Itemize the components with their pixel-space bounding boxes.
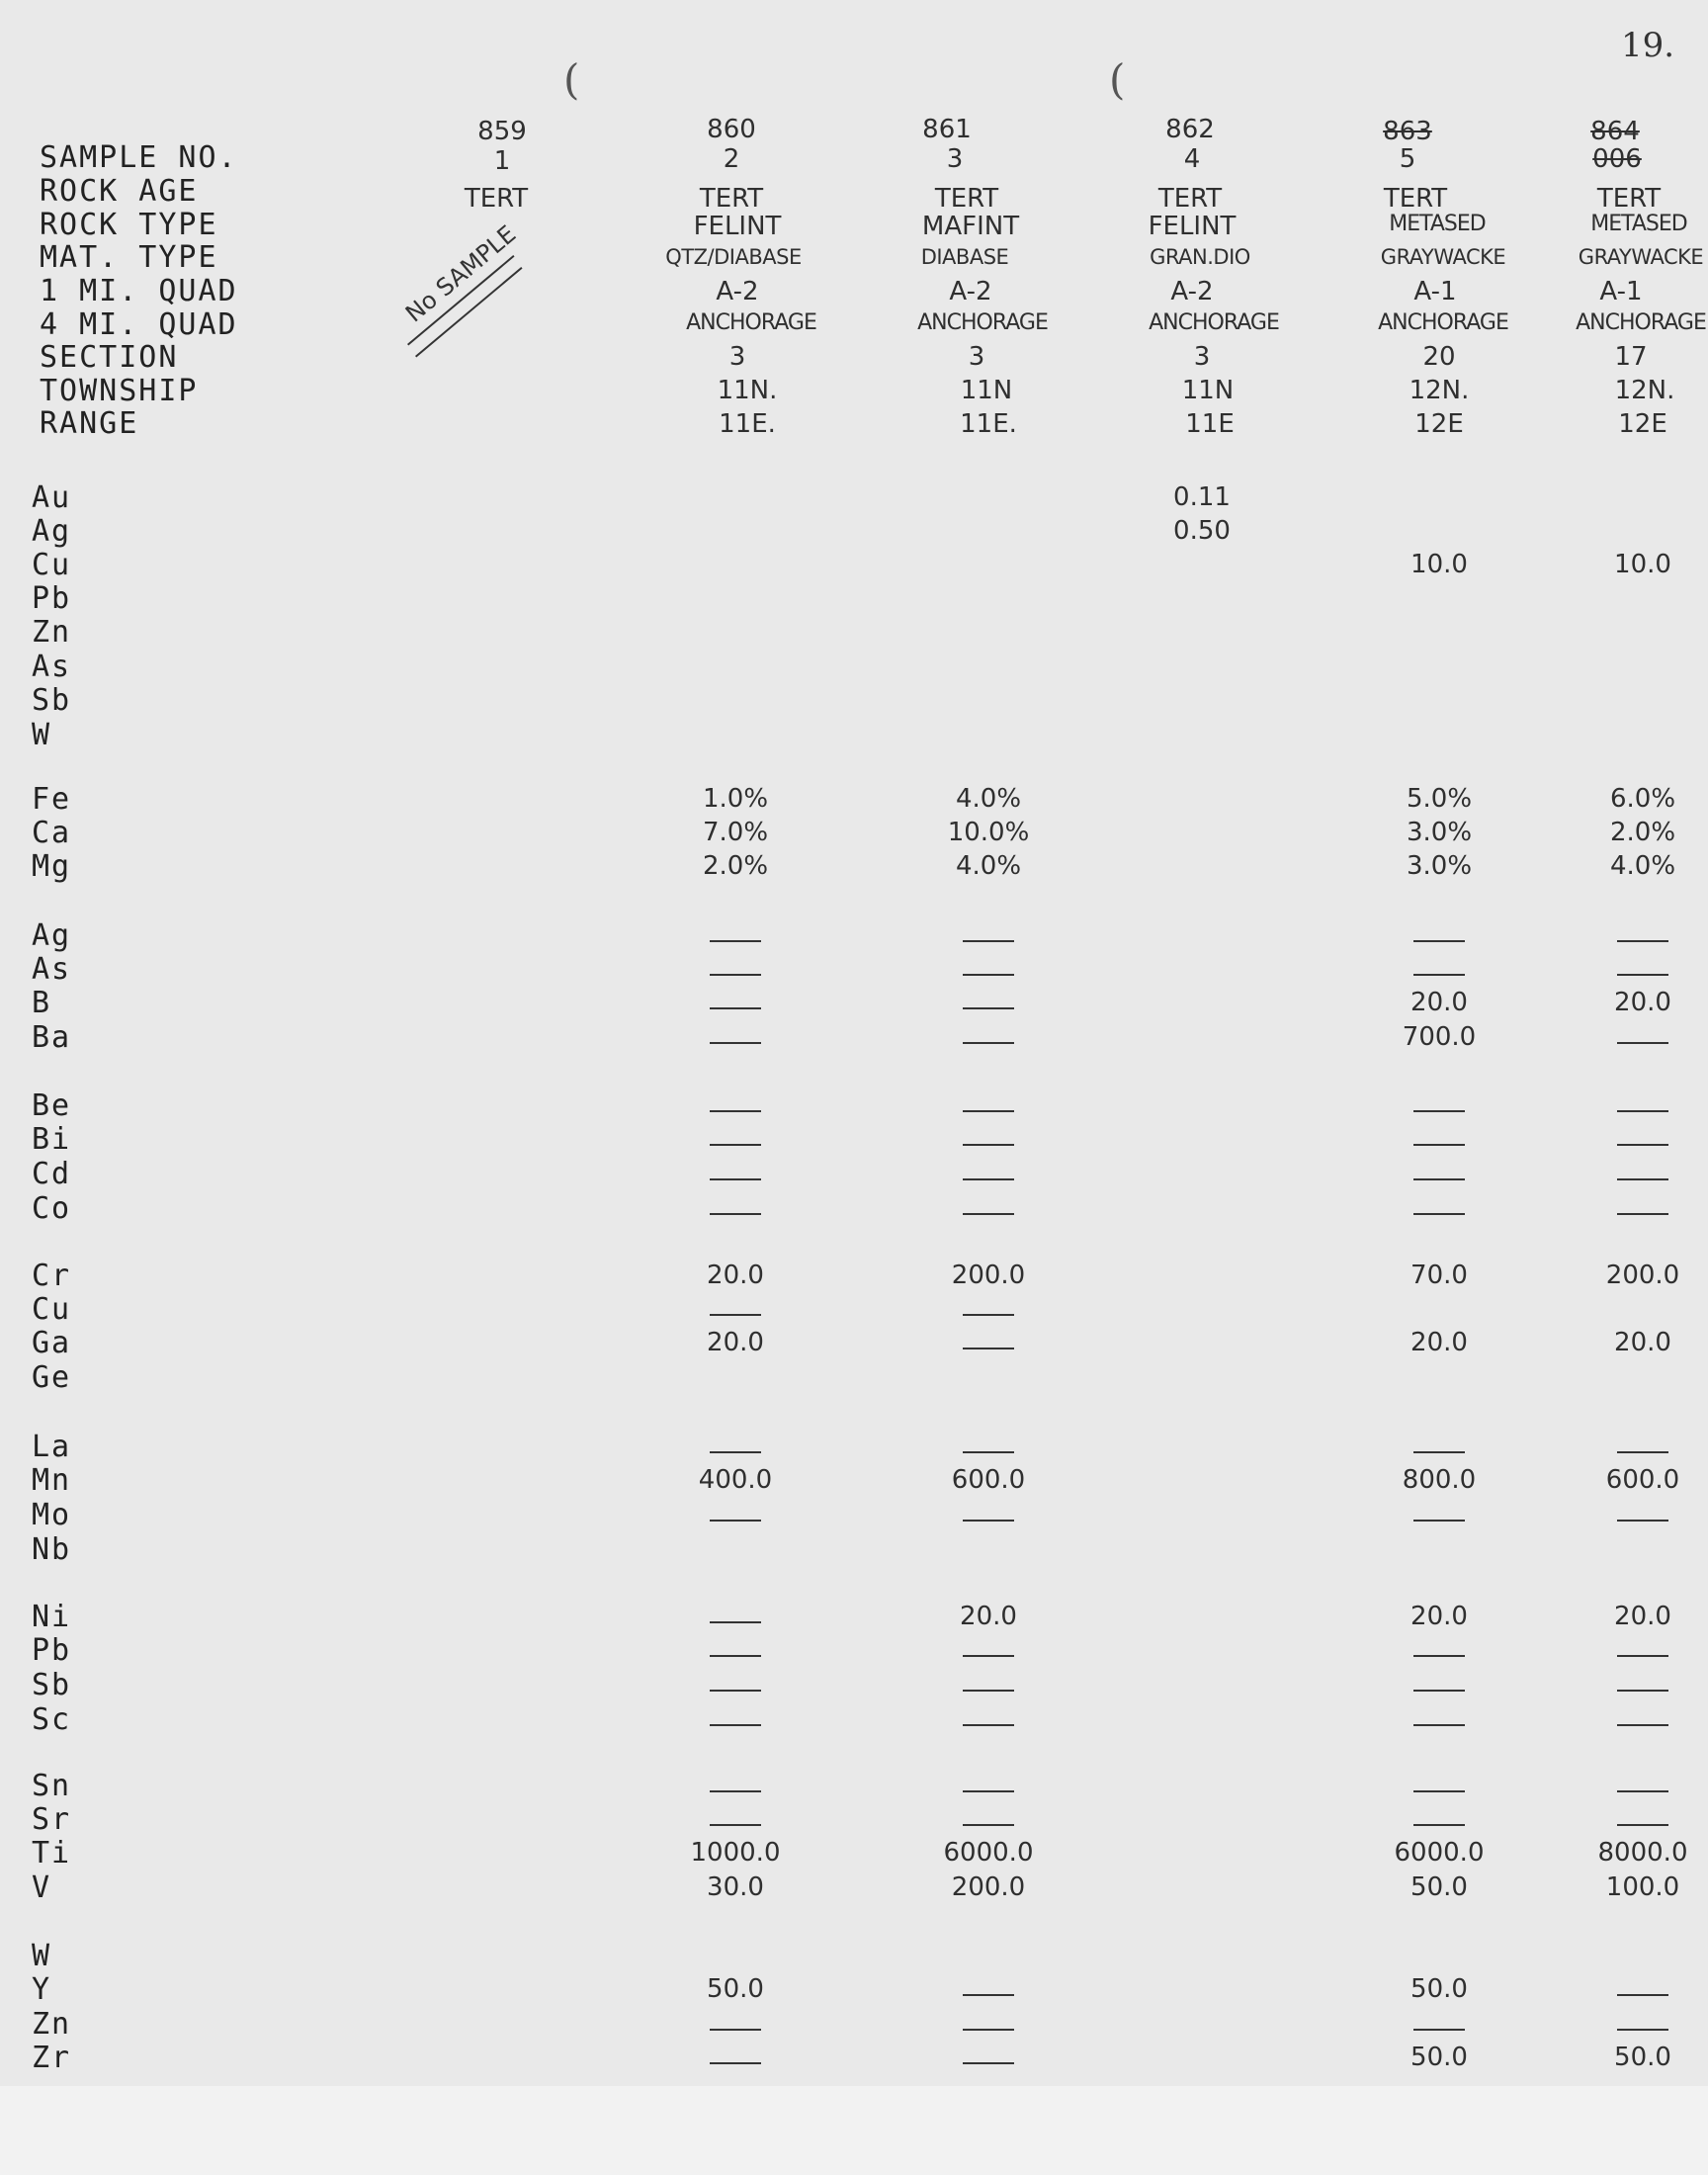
value-ag: 0.50 (1173, 516, 1231, 546)
element-label-be: Be (32, 1088, 72, 1123)
value-v: 30.0 (707, 1872, 764, 1902)
blank-dash (710, 1314, 761, 1316)
blank-dash (1617, 1144, 1668, 1146)
blank-dash (963, 1042, 1014, 1044)
blank-dash (1413, 1690, 1465, 1692)
value-ca: 7.0% (702, 818, 769, 847)
element-label-pb: Pb (32, 581, 72, 616)
element-label-ni: Ni (32, 1600, 72, 1634)
blank-dash (1617, 1655, 1668, 1657)
blank-dash (710, 1110, 761, 1112)
value-zr: 50.0 (1410, 2043, 1468, 2072)
element-label-cu: Cu (32, 1292, 72, 1327)
rock-type: MAFINT (921, 212, 1020, 241)
blank-dash (1617, 1042, 1668, 1044)
value-mg: 3.0% (1406, 851, 1473, 881)
label-mat-type: MAT. TYPE (40, 240, 218, 275)
label-township: TOWNSHIP (40, 374, 199, 408)
mat-type: GRAYWACKE (1578, 245, 1704, 269)
blank-dash (1413, 1451, 1465, 1453)
value-ti: 6000.0 (1394, 1838, 1485, 1868)
quad-4mi: ANCHORAGE (1378, 310, 1508, 335)
blank-dash (963, 1144, 1014, 1146)
blank-dash (1413, 1824, 1465, 1826)
element-label-sb: Sb (32, 683, 72, 718)
value-ti: 6000.0 (943, 1838, 1034, 1868)
rock-type: FELINT (693, 212, 782, 241)
blank-dash (710, 1144, 761, 1146)
value-ga: 20.0 (707, 1328, 764, 1357)
blank-dash (963, 1655, 1014, 1657)
blank-dash (1617, 1824, 1668, 1826)
blank-dash (710, 1520, 761, 1522)
blank-dash (1413, 2029, 1465, 2031)
quad-1mi: A-2 (716, 277, 759, 306)
blank-dash (1413, 1213, 1465, 1215)
sample-no: 863 (1383, 117, 1432, 146)
element-label-ga: Ga (32, 1326, 72, 1360)
rock-age: TERT (464, 184, 529, 214)
label-rock-age: ROCK AGE (40, 174, 199, 209)
rock-age: TERT (1596, 184, 1662, 214)
element-label-sn: Sn (32, 1769, 72, 1803)
quad-4mi: ANCHORAGE (686, 310, 816, 335)
quad-4mi: ANCHORAGE (1149, 310, 1279, 335)
blank-dash (963, 940, 1014, 942)
element-label-mg: Mg (32, 849, 72, 884)
element-label-as: As (32, 650, 72, 684)
blank-dash (963, 1007, 1014, 1009)
quad-1mi: A-2 (1170, 277, 1214, 306)
value-y: 50.0 (707, 1974, 764, 2004)
township-value: 11N (1181, 376, 1235, 405)
element-label-pb: Pb (32, 1633, 72, 1668)
label-sample-no: SAMPLE NO. (40, 140, 238, 175)
value-v: 200.0 (951, 1872, 1026, 1902)
element-label-au: Au (32, 480, 72, 515)
element-label-sc: Sc (32, 1702, 72, 1737)
section-value: 17 (1614, 342, 1648, 372)
range-value: 11E. (719, 409, 776, 439)
township-value: 12N. (1409, 376, 1470, 405)
range-value: 11E. (960, 409, 1017, 439)
element-label-co: Co (32, 1191, 72, 1226)
blank-dash (1617, 940, 1668, 942)
element-label-mo: Mo (32, 1498, 72, 1532)
sample-no: 864 (1590, 117, 1640, 146)
label-4mi-quad: 4 MI. QUAD (40, 307, 238, 342)
blank-dash (963, 1213, 1014, 1215)
blank-dash (710, 1178, 761, 1180)
value-ba: 700.0 (1402, 1022, 1477, 1052)
blank-dash (963, 974, 1014, 976)
sample-no: 862 (1165, 115, 1215, 144)
value-ni: 20.0 (960, 1602, 1017, 1631)
element-label-ba: Ba (32, 1020, 72, 1055)
value-mn: 600.0 (1605, 1465, 1680, 1495)
blank-dash (710, 1655, 761, 1657)
blank-dash (710, 1213, 761, 1215)
value-mn: 400.0 (698, 1465, 773, 1495)
sample-seq: 2 (723, 144, 740, 174)
no-sample-note: No SAMPLE (400, 219, 522, 328)
sample-no: 859 (477, 117, 527, 146)
label-rock-type: ROCK TYPE (40, 208, 218, 242)
section-value: 20 (1422, 342, 1456, 372)
value-ca: 3.0% (1406, 818, 1473, 847)
value-b: 20.0 (1410, 988, 1468, 1017)
value-mn: 600.0 (951, 1465, 1026, 1495)
element-label-ge: Ge (32, 1360, 72, 1395)
value-ni: 20.0 (1410, 1602, 1468, 1631)
element-label-ca: Ca (32, 816, 72, 850)
value-ca: 10.0% (947, 818, 1030, 847)
element-label-sr: Sr (32, 1802, 72, 1837)
value-cu: 10.0 (1614, 550, 1671, 579)
blank-dash (710, 1690, 761, 1692)
blank-dash (963, 1724, 1014, 1726)
blank-dash (963, 2029, 1014, 2031)
element-label-w: W (32, 1939, 52, 1973)
value-cr: 200.0 (951, 1261, 1026, 1290)
blank-dash (1617, 1994, 1668, 1996)
blank-dash (710, 1042, 761, 1044)
blank-dash (1413, 1178, 1465, 1180)
blank-dash (1617, 2029, 1668, 2031)
sample-seq: 006 (1592, 144, 1642, 174)
quad-4mi: ANCHORAGE (917, 310, 1048, 335)
value-mn: 800.0 (1402, 1465, 1477, 1495)
element-label-sb: Sb (32, 1668, 72, 1702)
blank-dash (1617, 1790, 1668, 1792)
value-ti: 1000.0 (690, 1838, 781, 1868)
rock-age: TERT (934, 184, 999, 214)
mat-type: QTZ/DIABASE (665, 245, 802, 269)
sample-no: 861 (922, 115, 972, 144)
value-cr: 20.0 (707, 1261, 764, 1290)
blank-dash (963, 1520, 1014, 1522)
blank-dash (710, 2029, 761, 2031)
blank-dash (963, 1790, 1014, 1792)
value-mg: 4.0% (955, 851, 1022, 881)
rock-age: TERT (1157, 184, 1223, 214)
value-fe: 6.0% (1609, 784, 1676, 814)
blank-dash (1617, 1213, 1668, 1215)
blank-dash (710, 1724, 761, 1726)
quad-4mi: ANCHORAGE (1576, 310, 1706, 335)
page-number: 19. (1621, 26, 1675, 65)
section-value: 3 (1193, 342, 1211, 372)
value-ca: 2.0% (1609, 818, 1676, 847)
element-label-la: La (32, 1430, 72, 1464)
value-v: 100.0 (1605, 1872, 1680, 1902)
quad-1mi: A-1 (1413, 277, 1457, 306)
value-mg: 2.0% (702, 851, 769, 881)
value-b: 20.0 (1614, 988, 1671, 1017)
township-value: 11N. (717, 376, 778, 405)
element-label-cu: Cu (32, 548, 72, 582)
rock-age: TERT (1383, 184, 1448, 214)
blank-dash (1617, 974, 1668, 976)
blank-dash (710, 974, 761, 976)
element-label-bi: Bi (32, 1122, 72, 1157)
township-value: 12N. (1614, 376, 1675, 405)
rock-age: TERT (699, 184, 764, 214)
blank-dash (963, 1314, 1014, 1316)
element-label-cd: Cd (32, 1157, 72, 1191)
element-label-zn: Zn (32, 2007, 72, 2042)
scan-bottom-edge (0, 2086, 1708, 2175)
value-cr: 70.0 (1410, 1261, 1468, 1290)
element-label-nb: Nb (32, 1532, 72, 1567)
blank-dash (1413, 1655, 1465, 1657)
blank-dash (1413, 1110, 1465, 1112)
hole-punch-mark: ( (1109, 55, 1126, 104)
blank-dash (710, 1621, 761, 1623)
blank-dash (963, 1994, 1014, 1996)
element-label-b: B (32, 986, 52, 1020)
mat-type: GRAN.DIO (1150, 245, 1250, 269)
mat-type: DIABASE (920, 245, 1009, 269)
element-label-mn: Mn (32, 1463, 72, 1498)
value-cu: 10.0 (1410, 550, 1468, 579)
element-label-fe: Fe (32, 782, 72, 817)
blank-dash (710, 1451, 761, 1453)
value-y: 50.0 (1410, 1974, 1468, 2004)
range-value: 11E (1185, 409, 1235, 439)
blank-dash (1617, 1690, 1668, 1692)
blank-dash (1413, 940, 1465, 942)
blank-dash (963, 1824, 1014, 1826)
quad-1mi: A-2 (949, 277, 992, 306)
blank-dash (963, 2062, 1014, 2064)
blank-dash (1617, 1110, 1668, 1112)
blank-dash (710, 1790, 761, 1792)
sample-no: 860 (707, 115, 756, 144)
blank-dash (1617, 1178, 1668, 1180)
value-v: 50.0 (1410, 1872, 1468, 1902)
value-mg: 4.0% (1609, 851, 1676, 881)
blank-dash (710, 940, 761, 942)
value-au: 0.11 (1173, 482, 1231, 512)
blank-dash (963, 1451, 1014, 1453)
blank-dash (710, 2062, 761, 2064)
element-label-ag: Ag (32, 514, 72, 549)
element-label-w: W (32, 718, 52, 752)
label-1mi-quad: 1 MI. QUAD (40, 274, 238, 308)
value-ga: 20.0 (1614, 1328, 1671, 1357)
blank-dash (1413, 1144, 1465, 1146)
value-ti: 8000.0 (1597, 1838, 1688, 1868)
mat-type: GRAYWACKE (1380, 245, 1506, 269)
value-zr: 50.0 (1614, 2043, 1671, 2072)
rock-type: METASED (1590, 212, 1687, 236)
blank-dash (1413, 974, 1465, 976)
blank-dash (963, 1178, 1014, 1180)
sample-seq: 1 (493, 146, 511, 176)
value-ni: 20.0 (1614, 1602, 1671, 1631)
township-value: 11N (960, 376, 1013, 405)
blank-dash (1413, 1724, 1465, 1726)
element-label-ag: Ag (32, 918, 72, 953)
blank-dash (1617, 1451, 1668, 1453)
blank-dash (963, 1348, 1014, 1349)
value-ga: 20.0 (1410, 1328, 1468, 1357)
blank-dash (1617, 1520, 1668, 1522)
rock-type: METASED (1389, 212, 1486, 236)
blank-dash (1617, 1724, 1668, 1726)
sample-seq: 3 (946, 144, 964, 174)
sample-seq: 5 (1399, 144, 1416, 174)
value-cr: 200.0 (1605, 1261, 1680, 1290)
blank-dash (710, 1007, 761, 1009)
blank-dash (963, 1690, 1014, 1692)
element-label-zn: Zn (32, 615, 72, 650)
blank-dash (1413, 1790, 1465, 1792)
label-range: RANGE (40, 406, 139, 441)
element-label-ti: Ti (32, 1836, 72, 1870)
sample-seq: 4 (1183, 144, 1201, 174)
element-label-v: V (32, 1870, 52, 1905)
section-value: 3 (728, 342, 746, 372)
label-section: SECTION (40, 340, 179, 375)
hole-punch-mark: ( (563, 55, 580, 104)
value-fe: 4.0% (955, 784, 1022, 814)
rock-type: FELINT (1148, 212, 1237, 241)
element-label-as: As (32, 952, 72, 987)
blank-dash (710, 1824, 761, 1826)
element-label-cr: Cr (32, 1259, 72, 1293)
value-fe: 1.0% (702, 784, 769, 814)
element-label-y: Y (32, 1972, 52, 2007)
blank-dash (1413, 1520, 1465, 1522)
quad-1mi: A-1 (1599, 277, 1643, 306)
value-fe: 5.0% (1406, 784, 1473, 814)
element-label-zr: Zr (32, 2041, 72, 2075)
range-value: 12E (1414, 409, 1464, 439)
blank-dash (963, 1110, 1014, 1112)
section-value: 3 (968, 342, 985, 372)
range-value: 12E (1618, 409, 1667, 439)
